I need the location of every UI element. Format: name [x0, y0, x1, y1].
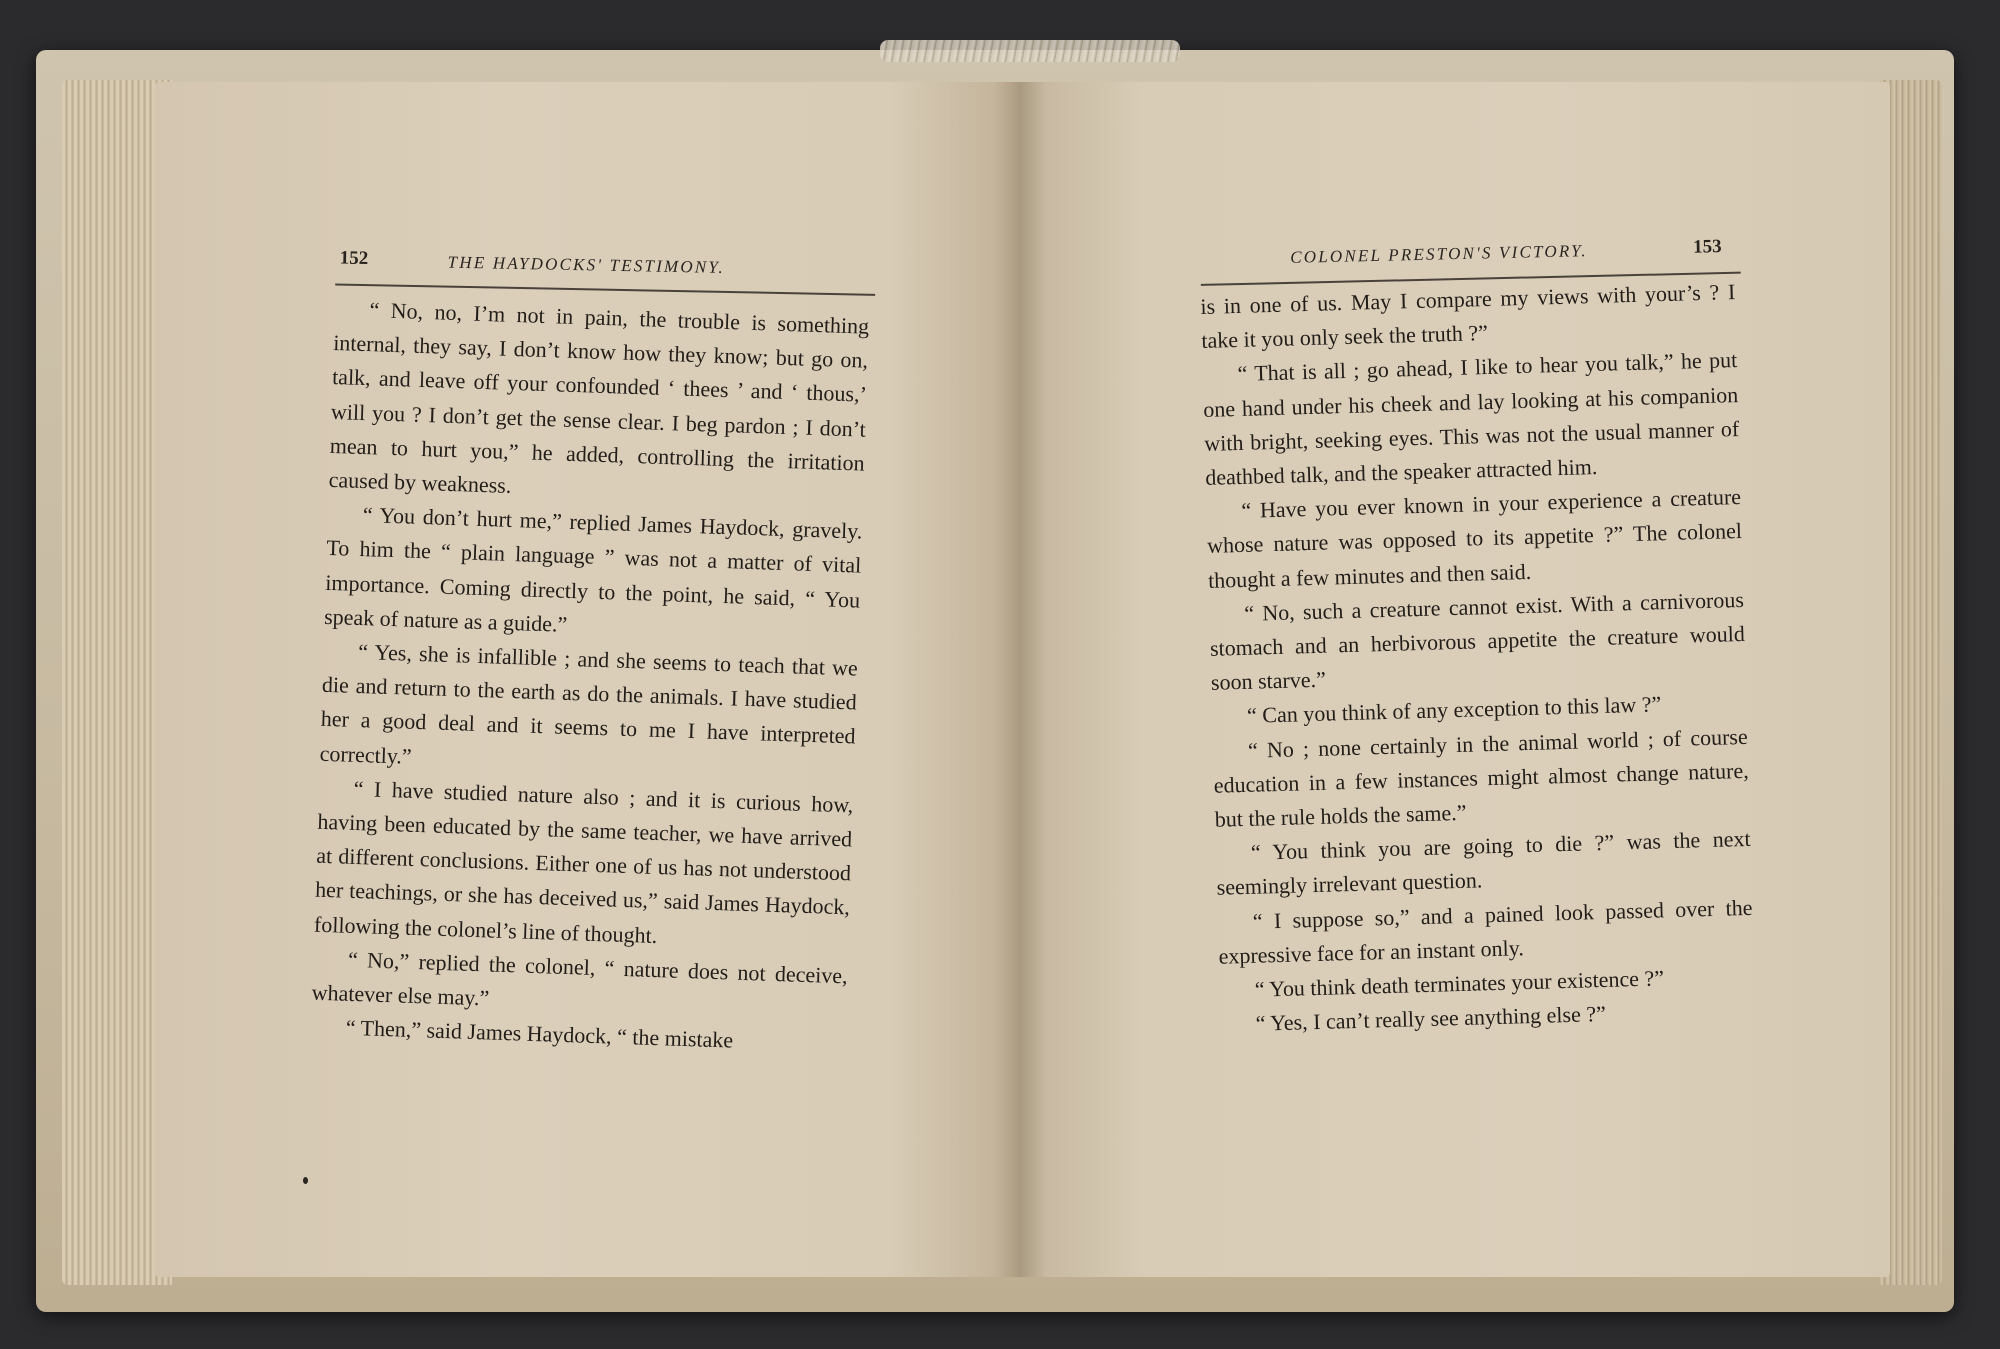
paragraph: “ No, no, I’m not in pain, the trouble is something internal, they say, I don’t know how they know; but go on, talk, and leave off your confounded ‘ thees ’ and ‘ thous,’ will you ? I don’t get the sense clear. I beg pardon ; I don’t mean to hurt you,” he added, controlling the irritation caused by weakness.: [328, 297, 870, 498]
paragraph: “ No,” replied the colonel, “ nature does not deceive, whatever else may.”: [311, 946, 849, 1011]
paragraph: “ Yes, she is infallible ; and she seems to teach that we die and return to the earth as do the animals. I have studied her a good deal and it seems to me I have interpreted correctly.”: [319, 639, 859, 769]
paragraph: is in one of us. May I compare my views with your’s ? I take it you only seek the truth ?”: [1200, 279, 1736, 354]
paragraph: “ That is all ; go ahead, I like to hear you talk,” he put one hand under his cheek and lay looking at his companion with bright, seeking eyes. This was not the usual manner of deathbed talk, and the speaker attracted him.: [1202, 347, 1740, 490]
paragraph: “ You think you are going to die ?” was the next seemingly irrelevant question.: [1216, 826, 1751, 901]
left-page: [155, 82, 1020, 1277]
paragraph: “ You don’t hurt me,” replied James Haydock, gravely. To him the “ plain language ” was not a matter of vital importance. Coming directly to the point, he said, “ You speak of nature as a guide.”: [323, 502, 863, 637]
right-page-header: [1020, 230, 1891, 290]
paragraph: “ Have you ever known in your experience a creature whose nature was opposed to its appetite ?” The colonel thought a few minutes and then said.: [1206, 484, 1743, 593]
left-page-number: 152: [339, 247, 369, 270]
right-running-head: COLONEL PRESTON'S VICTORY.: [1290, 241, 1588, 267]
paragraph: “ No ; none certainly in the animal world ; of course education in a few instances might almost change nature, but the rule holds the same.”: [1213, 723, 1749, 832]
right-page-number: 153: [1692, 236, 1722, 258]
paragraph: “ No, such a creature cannot exist. With a carnivorous stomach and an herbivorous appetite the creature would soon starve.”: [1209, 586, 1746, 696]
right-page: [1020, 82, 1890, 1277]
paragraph: “ I suppose so,” and a pained look passed over the expressive face for an instant only.: [1218, 894, 1753, 969]
left-running-head: THE HAYDOCKS' TESTIMONY.: [447, 252, 726, 277]
paragraph: “ Then,” said James Haydock, “ the mistake: [345, 1015, 734, 1053]
right-page-body: [1200, 275, 1756, 1042]
left-page-header: [154, 242, 1020, 299]
left-page-body: [310, 292, 870, 1062]
paragraph: “ I have studied nature also ; and it is curious how, having been educated by the same teacher, we have arrived at different conclusions. Either one of us has not understood her teachings, or she has deceived us,” said James Haydock, following the colonel’s line of thought.: [313, 775, 854, 948]
worn-spine: [880, 40, 1180, 62]
ink-mark: [303, 1177, 308, 1184]
paragraph: “ Can you think of any exception to this law ?”: [1246, 691, 1662, 729]
paragraph: “ You think death terminates your existence ?”: [1254, 965, 1665, 1002]
paragraph: “ Yes, I can’t really see anything else ?”: [1255, 1001, 1607, 1036]
